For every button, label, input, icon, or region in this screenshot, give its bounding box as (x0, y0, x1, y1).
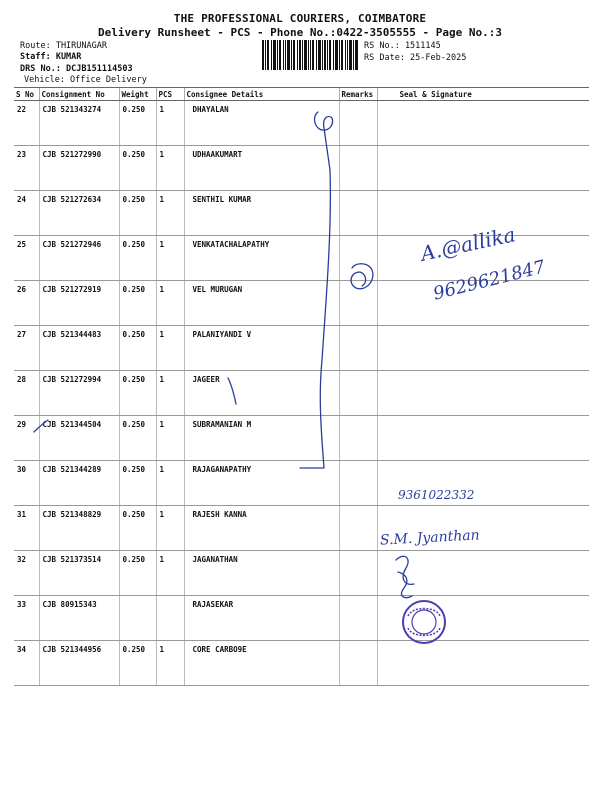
cell-consignee: SENTHIL KUMAR (184, 191, 339, 236)
cell-remarks (339, 236, 377, 281)
cell-remarks (339, 596, 377, 641)
cell-consignment: CJB 521344289 (39, 461, 119, 506)
col-header-remarks: Remarks (339, 88, 377, 101)
cell-remarks (339, 416, 377, 461)
cell-signature (377, 551, 589, 596)
cell-weight: 0.250 (119, 191, 156, 236)
cell-weight: 0.250 (119, 236, 156, 281)
cell-sno: 33 (14, 596, 39, 641)
cell-pcs: 1 (156, 281, 184, 326)
cell-signature (377, 416, 589, 461)
table-row (14, 101, 589, 146)
cell-pcs: 1 (156, 461, 184, 506)
route-label: Route: THIRUNAGAR (20, 41, 107, 51)
barcode-image (262, 40, 358, 70)
cell-pcs: 1 (156, 416, 184, 461)
cell-sno: 31 (14, 506, 39, 551)
cell-consignee: CORE CARBO9E (184, 641, 339, 686)
cell-weight: 0.250 (119, 641, 156, 686)
cell-weight: 0.250 (119, 281, 156, 326)
cell-pcs: 1 (156, 506, 184, 551)
cell-consignee: RAJESH KANNA (184, 506, 339, 551)
cell-consignment: CJB 521348829 (39, 506, 119, 551)
cell-signature (377, 146, 589, 191)
handwritten-signature-32: S.M. Jyanthan (379, 527, 481, 549)
cell-consignment: CJB 521344483 (39, 326, 119, 371)
col-header-signature: Seal & Signature (377, 88, 589, 101)
handwritten-phone-26: 9629621847 (431, 256, 548, 305)
table-row (14, 416, 589, 461)
table-row (14, 146, 589, 191)
cell-consignment: CJB 80915343 (39, 596, 119, 641)
cell-sno: 32 (14, 551, 39, 596)
cell-sno: 34 (14, 641, 39, 686)
company-stamp (400, 598, 448, 646)
cell-consignment: CJB 521272990 (39, 146, 119, 191)
company-title: THE PROFESSIONAL COURIERS, COIMBATORE (173, 12, 427, 25)
cell-sno: 24 (14, 191, 39, 236)
cell-weight: 0.250 (119, 371, 156, 416)
cell-remarks (339, 326, 377, 371)
cell-consignment: CJB 521272634 (39, 191, 119, 236)
cell-consignment: CJB 521272994 (39, 371, 119, 416)
table-row (14, 506, 589, 551)
cell-weight (119, 596, 156, 641)
cell-pcs (156, 596, 184, 641)
cell-remarks (339, 506, 377, 551)
cell-consignee: DHAYALAN (184, 101, 339, 146)
cell-weight: 0.250 (119, 506, 156, 551)
cell-consignee: RAJAGANAPATHY (184, 461, 339, 506)
table-row (14, 326, 589, 371)
cell-weight: 0.250 (119, 101, 156, 146)
cell-consignment: CJB 521272946 (39, 236, 119, 281)
cell-consignee: RAJASEKAR (184, 596, 339, 641)
cell-consignment: CJB 521373514 (39, 551, 119, 596)
cell-consignee: VEL MURUGAN (184, 281, 339, 326)
cell-remarks (339, 641, 377, 686)
runsheet-table (14, 87, 589, 686)
cell-consignment: CJB 521272919 (39, 281, 119, 326)
table-row (14, 371, 589, 416)
cell-consignment: CJB 521344956 (39, 641, 119, 686)
cell-weight: 0.250 (119, 461, 156, 506)
cell-signature (377, 326, 589, 371)
cell-sno: 28 (14, 371, 39, 416)
col-header-weight: Weight (119, 88, 156, 101)
rs-number: RS No.: 1511145 (364, 41, 441, 51)
table-header-row (14, 88, 589, 101)
cell-pcs: 1 (156, 326, 184, 371)
cell-remarks (339, 191, 377, 236)
cell-signature (377, 101, 589, 146)
table-row (14, 461, 589, 506)
vehicle-label: Vehicle: Office Delivery (24, 75, 147, 85)
cell-sno: 30 (14, 461, 39, 506)
cell-weight: 0.250 (119, 326, 156, 371)
cell-signature (377, 641, 589, 686)
cell-consignee: SUBRAMANIAN M (184, 416, 339, 461)
cell-pcs: 1 (156, 371, 184, 416)
handwritten-signature-26: A.@allika (418, 222, 518, 266)
cell-remarks (339, 371, 377, 416)
cell-consignee: UDHAAKUMART (184, 146, 339, 191)
table-row (14, 596, 589, 641)
cell-pcs: 1 (156, 551, 184, 596)
cell-signature (377, 371, 589, 416)
table-row (14, 551, 589, 596)
rs-date: RS Date: 25-Feb-2025 (364, 53, 467, 63)
cell-sno: 25 (14, 236, 39, 281)
cell-weight: 0.250 (119, 416, 156, 461)
cell-pcs: 1 (156, 146, 184, 191)
cell-remarks (339, 461, 377, 506)
cell-consignee: VENKATACHALAPATHY (184, 236, 339, 281)
col-header-pcs: PCS (156, 88, 184, 101)
cell-remarks (339, 146, 377, 191)
table-row (14, 641, 589, 686)
cell-sno: 23 (14, 146, 39, 191)
col-header-consignee: Consignee Details (184, 88, 339, 101)
cell-consignee: JAGANATHAN (184, 551, 339, 596)
cell-weight: 0.250 (119, 146, 156, 191)
cell-pcs: 1 (156, 101, 184, 146)
runsheet-subtitle: Delivery Runsheet - PCS - Phone No.:0422-3505555 - Page No.:3 (98, 26, 502, 39)
drs-number: DRS No.: DCJB151114503 (20, 64, 133, 74)
cell-pcs: 1 (156, 191, 184, 236)
staff-label: Staff: KUMAR (20, 52, 82, 62)
cell-pcs: 1 (156, 236, 184, 281)
cell-sno: 29 (14, 416, 39, 461)
cell-remarks (339, 281, 377, 326)
cell-sno: 27 (14, 326, 39, 371)
handwritten-phone-31: 9361022332 (398, 488, 475, 502)
cell-consignment: CJB 521344504 (39, 416, 119, 461)
cell-remarks (339, 101, 377, 146)
cell-sno: 26 (14, 281, 39, 326)
cell-pcs: 1 (156, 641, 184, 686)
col-header-sno: S No (14, 88, 39, 101)
cell-consignee: PALANIYANDI V (184, 326, 339, 371)
cell-weight: 0.250 (119, 551, 156, 596)
cell-consignment: CJB 521343274 (39, 101, 119, 146)
cell-remarks (339, 551, 377, 596)
cell-sno: 22 (14, 101, 39, 146)
col-header-consignment: Consignment No (39, 88, 119, 101)
cell-consignee: JAGEER (184, 371, 339, 416)
